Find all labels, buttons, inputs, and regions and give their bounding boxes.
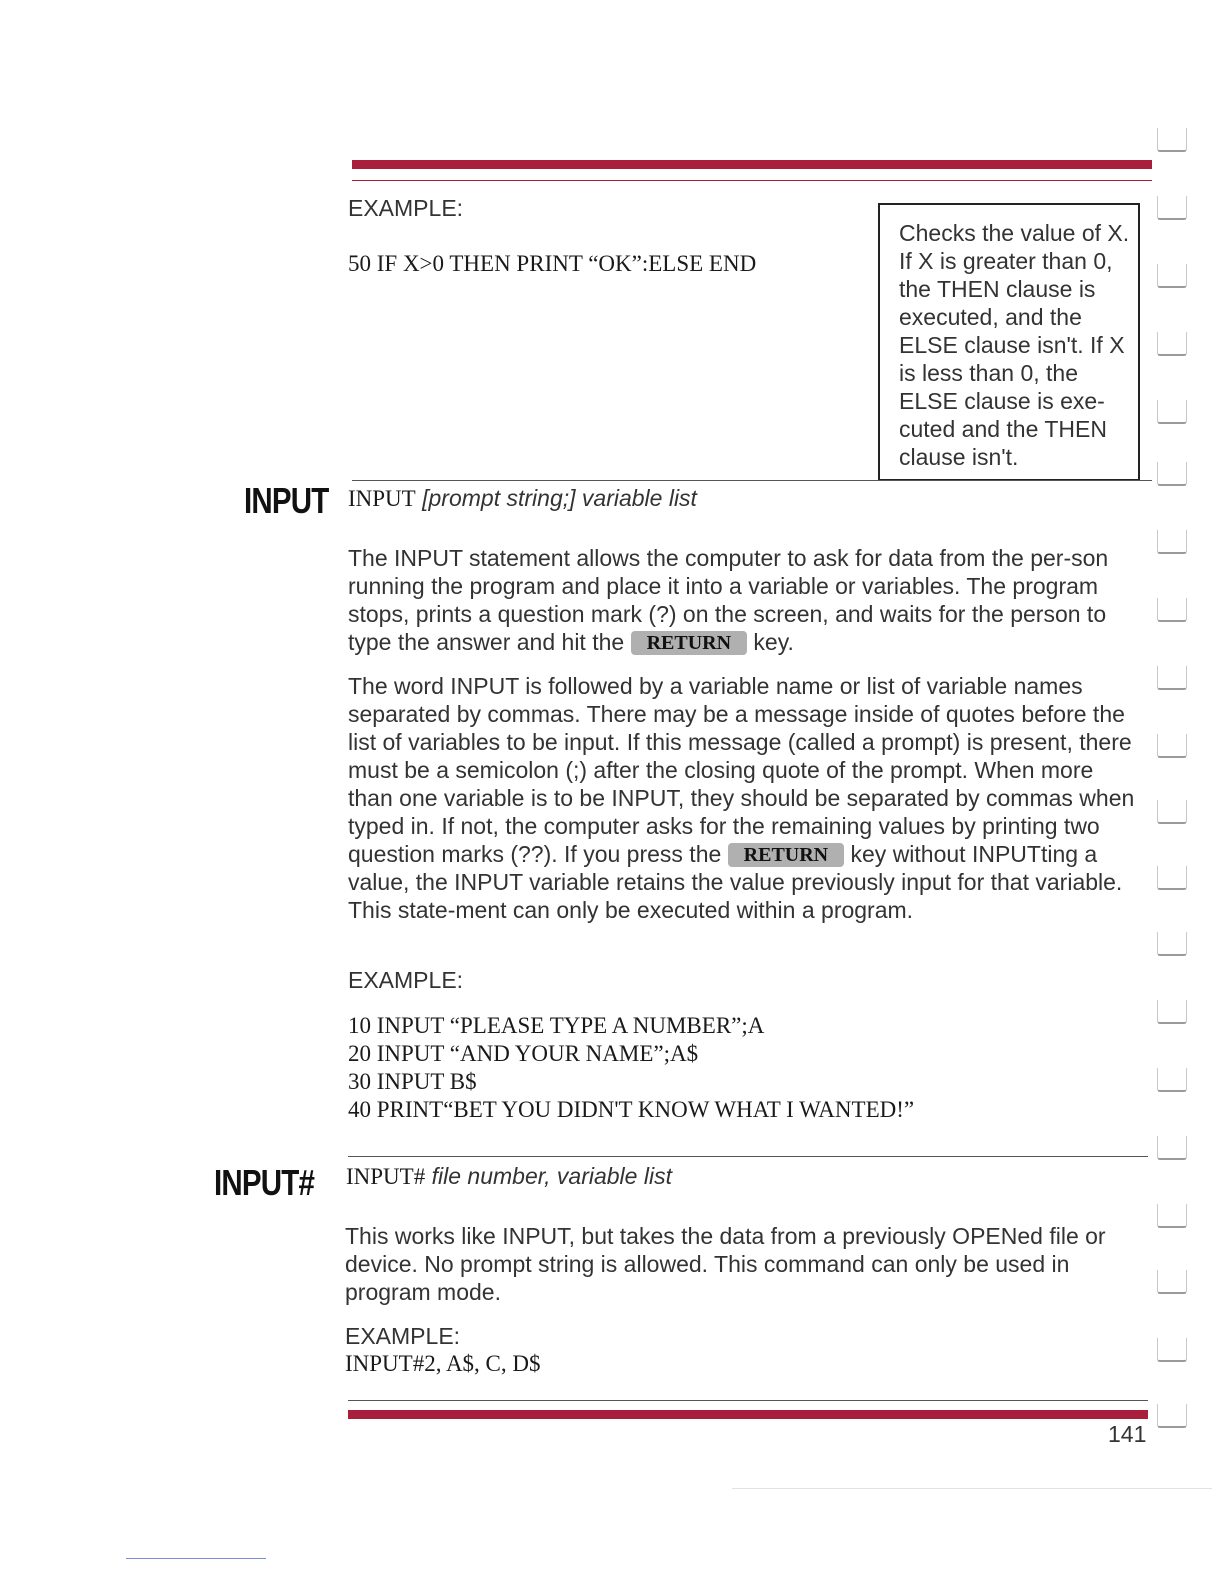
thumb-index-tab bbox=[1157, 462, 1187, 486]
thumb-index-tab bbox=[1157, 666, 1187, 690]
return-key-badge: RETURN bbox=[728, 843, 844, 867]
input-syntax-args: [prompt string;] variable list bbox=[422, 485, 697, 511]
footer-rule bbox=[348, 1400, 1148, 1401]
thumb-index-tab bbox=[1157, 530, 1187, 554]
input-side-heading: INPUT bbox=[244, 480, 329, 521]
input-hash-paragraph: This works like INPUT, but takes the data from a previously OPENed file or device. No prompt string is allowed. This command can only be used in program mode. bbox=[345, 1223, 1106, 1305]
page-number: 141 bbox=[1108, 1421, 1147, 1447]
scan-edge-line bbox=[732, 1488, 1212, 1489]
top-example-code: 50 IF X>0 THEN PRINT “OK”:ELSE END bbox=[348, 251, 757, 276]
thumb-index-tab bbox=[1157, 1000, 1187, 1024]
input-hash-side-heading: INPUT# bbox=[214, 1162, 315, 1203]
input-hash-example-label: EXAMPLE: bbox=[345, 1323, 461, 1349]
thumb-index-tab bbox=[1157, 1136, 1187, 1160]
thumb-index-tab bbox=[1157, 400, 1187, 424]
footer-accent-bar bbox=[348, 1410, 1148, 1419]
input-syntax-keyword: INPUT bbox=[348, 486, 416, 511]
input-code-line: 10 INPUT “PLEASE TYPE A NUMBER”;A bbox=[348, 1013, 765, 1038]
input-para1-tail: key. bbox=[753, 629, 794, 655]
thumb-index-tab bbox=[1157, 264, 1187, 288]
input-example-label: EXAMPLE: bbox=[348, 967, 464, 993]
input-hash-code: INPUT#2, A$, C, D$ bbox=[345, 1351, 541, 1376]
thumb-index-tab bbox=[1157, 1338, 1187, 1362]
input-para2-text: The word INPUT is followed by a variable name or list of variable names separated by commas. There may be a message inside of quotes before the list of variables to be input. If this message (called a prompt) is present, there must be a semicolon (;) after the closing quote of the prompt. When more than one variable is to be INPUT, they should be separated by commas when typed in. If not, the computer asks for the remaining values by printing two question marks (??). If you press the bbox=[348, 673, 1135, 867]
thumb-index-tab bbox=[1157, 332, 1187, 356]
input-para1-text: The INPUT statement allows the computer to ask for data from the per-son running the program and place it into a variable or variables. The program stops, prints a question mark (?) on the screen, and waits for the person to type the answer and hit the bbox=[348, 545, 1109, 655]
input-hash-syntax-args: file number, variable list bbox=[431, 1163, 672, 1189]
thumb-index-tab bbox=[1157, 800, 1187, 824]
thumb-index-tab bbox=[1157, 1270, 1187, 1294]
thumb-index-tab bbox=[1157, 128, 1187, 152]
thumb-index-tab bbox=[1157, 932, 1187, 956]
top-example-label: EXAMPLE: bbox=[348, 195, 464, 221]
input-paragraph-1 bbox=[348, 544, 1138, 656]
input-hash-syntax-keyword: INPUT# bbox=[346, 1164, 426, 1189]
return-key-badge: RETURN bbox=[631, 631, 747, 655]
header-rule bbox=[352, 180, 1152, 181]
input-section-rule bbox=[352, 480, 1152, 481]
input-code-line: 20 INPUT “AND YOUR NAME”;A$ bbox=[348, 1041, 699, 1066]
thumb-index-tab bbox=[1157, 866, 1187, 890]
thumb-index-tab bbox=[1157, 734, 1187, 758]
scan-edge-line bbox=[126, 1558, 266, 1559]
input-para2-tail: key without INPUTting a value, the INPUT variable retains the value previously input for that variable. This state-ment can only be executed within a program. bbox=[348, 841, 1123, 923]
input-paragraph-2 bbox=[348, 672, 1138, 924]
thumb-index-tab bbox=[1157, 1068, 1187, 1092]
input-syntax bbox=[348, 484, 697, 513]
input-code-line: 40 PRINT“BET YOU DIDN'T KNOW WHAT I WANTED!” bbox=[348, 1097, 915, 1122]
thumb-index-tab bbox=[1157, 1404, 1187, 1428]
thumb-index-tab bbox=[1157, 196, 1187, 220]
top-example-callout: Checks the value of X. If X is greater than 0, the THEN clause is executed, and the ELSE clause isn't. If X is less than 0, the ELSE clause is exe-cuted and the THEN clause isn't. bbox=[878, 203, 1140, 481]
input-code-line: 30 INPUT B$ bbox=[348, 1069, 477, 1094]
header-accent-bar bbox=[352, 160, 1152, 169]
input-hash-syntax bbox=[346, 1162, 672, 1191]
input-hash-section-rule bbox=[348, 1156, 1148, 1157]
thumb-index-tab bbox=[1157, 1204, 1187, 1228]
thumb-index-tab bbox=[1157, 598, 1187, 622]
